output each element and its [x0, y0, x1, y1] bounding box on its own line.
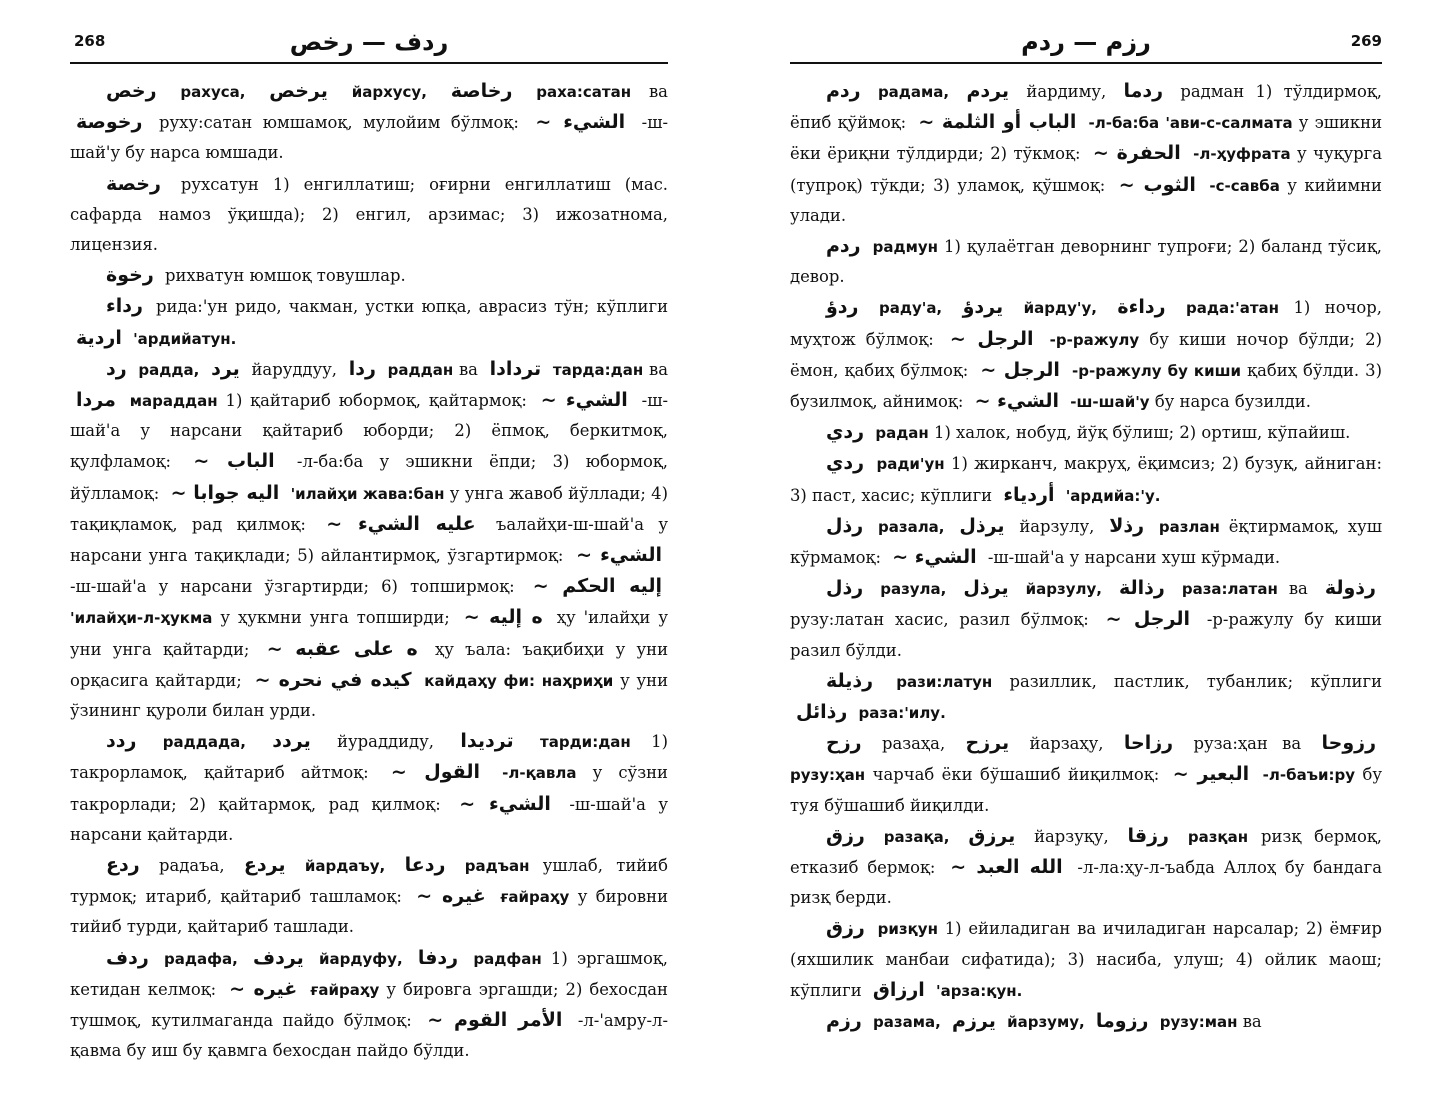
transliteration: йарзуму,: [1007, 1013, 1085, 1032]
arabic-headword: يرد: [211, 357, 240, 380]
entry-text: -ш-шай'а у нарсани қайтариб юборди; 2) ёпмоқ, беркитмоқ, қулфламоқ:: [70, 391, 668, 472]
transliteration: кайдаҳу фи: наҳриҳи: [424, 671, 614, 690]
transliteration: -л-ҳуфрата: [1193, 145, 1291, 164]
dictionary-entry: [790, 292, 1382, 417]
arabic-headword: ردفا: [417, 946, 459, 969]
entry-text: бу туя бўшашиб йиқилди.: [790, 765, 1382, 815]
right-page: [790, 0, 1382, 1114]
entry-text: 1) халок, нобуд, йўқ бўлиш; 2) ортиш, кўпайиш.: [934, 423, 1351, 443]
entry-text: разаҳа,: [881, 734, 960, 754]
entry-text: у бировни тийиб турди, қайтариб ташлади.: [70, 887, 669, 937]
arabic-headword: رداءة: [1117, 296, 1166, 319]
arabic-headword: ردي: [826, 452, 865, 475]
arabic-headword: ردد: [106, 730, 137, 753]
arabic-headword: الرجل ~: [980, 358, 1060, 381]
transliteration: радан: [875, 424, 929, 443]
entry-text: ҳу ъала: ъақибиҳи у уни орқасига қайтарди;: [70, 639, 668, 690]
arabic-headword: ردم: [826, 80, 861, 102]
transliteration: 'илайҳи-л-ҳукма: [70, 609, 213, 628]
transliteration: разама,: [873, 1013, 941, 1032]
arabic-headword: غيره ~: [416, 885, 486, 908]
arabic-headword: القول ~: [390, 761, 481, 784]
entry-text: қабиҳ бўлди. 3) бузилмоқ, айнимоқ:: [790, 360, 1382, 412]
entry-text: у кийимни улади.: [790, 175, 1382, 225]
arabic-headword: الشيء ~: [576, 544, 662, 567]
dictionary-entry: [790, 76, 1382, 231]
arabic-headword: إليه الحكم ~: [532, 575, 662, 598]
arabic-headword: يردد: [272, 730, 311, 753]
dictionary-entry: [790, 448, 1382, 510]
entry-text: -ш-шай'а у нарсани қайтарди.: [70, 794, 669, 844]
arabic-headword: رداء: [106, 295, 143, 318]
arabic-headword: رخص: [106, 80, 157, 102]
entry-text: у уни ўзининг қуроли билан урди.: [70, 670, 668, 721]
arabic-headword: رزق: [826, 917, 865, 940]
transliteration: -р-ражулу бу киши: [1072, 361, 1242, 380]
dictionary-entry: [70, 169, 668, 261]
entry-text: 1) жирканч, макруҳ, ёқимсиз; 2) бузуқ, айниган: 3) паст, хасис; кўплиги: [790, 454, 1382, 505]
arabic-headword: الباب ~: [193, 450, 275, 473]
arabic-headword: غيره ~: [229, 977, 298, 1000]
dictionary-entry: [790, 913, 1382, 1006]
transliteration: йархусу,: [351, 83, 427, 101]
entry-text: 1) такрорламоқ, қайтариб айтмоқ:: [70, 732, 668, 783]
arabic-headword: رذالة: [1118, 577, 1165, 600]
entry-text: 1) қулаётган деворнинг тупроғи; 2) баланд тўсиқ, девор.: [790, 237, 1382, 287]
dictionary-entry: [70, 76, 668, 169]
transliteration: 'илайҳи жава:бан: [290, 484, 445, 503]
arabic-headword: رزوما: [1095, 1010, 1149, 1033]
arabic-headword: الشيء ~: [540, 389, 628, 412]
transliteration: 'ардийа:'у.: [1065, 486, 1161, 505]
header-rule-right: [790, 62, 1382, 64]
transliteration: радмун: [872, 238, 939, 257]
arabic-headword: الشيء ~: [535, 111, 626, 134]
arabic-headword: رزم: [826, 1010, 862, 1033]
arabic-headword: رذولة: [1324, 577, 1376, 600]
entry-text: руза:ҳан ва: [1193, 734, 1316, 754]
entry-text: рухсатун 1) енгиллатиш; оғирни енгиллатиш (мас. сафарда намоз ўқишда); 2) енгил, арзимас; 3) ижозатнома, лицензия.: [70, 174, 668, 255]
transliteration: радъан: [464, 857, 530, 876]
transliteration: разала,: [878, 517, 945, 536]
dictionary-entry: [790, 231, 1382, 292]
entry-text: 1) ночор, муҳтож бўлмоқ:: [790, 298, 1382, 349]
dictionary-entry: [70, 943, 668, 1067]
entry-text: йураддиду,: [337, 732, 455, 752]
transliteration: разақа,: [883, 827, 950, 846]
dictionary-entry: [790, 417, 1382, 448]
dictionary-entry: [70, 354, 668, 726]
arabic-headword: البعير ~: [1172, 763, 1250, 786]
entry-text: ризқ бермоқ, етказиб бермоқ:: [790, 826, 1382, 878]
entry-text: у чуқурга (тупроқ) тўкди; 3) уламоқ, қўшмоқ:: [790, 144, 1383, 195]
arabic-headword: الشيء ~: [974, 390, 1060, 413]
entry-text: ва: [1242, 1012, 1262, 1032]
entry-text: ъалайҳи-ш-шай'а у нарсани унга тақиқлади; 5) айлантирмоқ, ўзгартирмоқ:: [70, 514, 668, 566]
dictionary-entry: [70, 291, 668, 353]
arabic-headword: يردع: [243, 854, 286, 877]
arabic-headword: رزق: [826, 824, 865, 847]
transliteration: -л-ба:ба 'ави-с-салмата: [1088, 114, 1293, 133]
arabic-headword: رذائل: [796, 701, 848, 724]
transliteration: раза:'илу.: [858, 704, 946, 723]
transliteration: йарзулу,: [1025, 580, 1102, 599]
dictionary-entry: [790, 728, 1382, 821]
transliteration: -ш-шай'у: [1070, 393, 1150, 412]
transliteration: -л-қавла: [502, 764, 577, 783]
arabic-headword: الأمر القوم ~: [427, 1009, 563, 1032]
transliteration: разула,: [880, 580, 947, 599]
arabic-headword: ردا: [348, 357, 376, 380]
transliteration: раза:латан: [1181, 580, 1278, 599]
transliteration: 'ардийатун.: [133, 329, 237, 348]
transliteration: раха:сатан: [536, 83, 632, 101]
transliteration: -р-ражулу: [1049, 330, 1140, 349]
arabic-headword: رزوحا: [1321, 732, 1377, 755]
header-rule-left: [70, 62, 668, 64]
page-number-left: 268: [74, 32, 106, 50]
arabic-headword: الرجل ~: [1105, 608, 1190, 631]
arabic-headword: الرجل ~: [949, 327, 1034, 350]
arabic-headword: ه على عقبه ~: [266, 637, 418, 660]
entry-text: -л-ба:ба у эшикни ёпди; 3) юбормоқ, йўлламоқ:: [70, 452, 668, 503]
arabic-headword: رذلا: [1109, 514, 1145, 537]
entry-text: у сўзни такрорлади; 2) қайтармоқ, рад қилмоқ:: [70, 763, 668, 814]
entry-text: радман 1) тўлдирмоқ, ёпиб қўймоқ:: [790, 82, 1383, 133]
running-head-left: ردف — رخص: [289, 28, 449, 56]
arabic-headword: رذل: [826, 577, 864, 600]
arabic-headword: الثوب ~: [1118, 173, 1196, 196]
transliteration: раддада,: [162, 733, 246, 752]
entry-text: рида:'ун ридо, чакман, устки юпқа, аврасиз тўн; кўплиги: [156, 297, 668, 317]
arabic-headword: رخوصة: [76, 111, 143, 134]
arabic-headword: ردي: [826, 421, 865, 444]
arabic-headword: ردما: [1123, 80, 1164, 102]
arabic-headword: أردياء: [1003, 483, 1055, 506]
transliteration: разқан: [1187, 827, 1249, 846]
arabic-headword: الحفرة ~: [1092, 142, 1181, 165]
entry-text: ва: [648, 82, 668, 101]
arabic-headword: الباب أو الثلمة ~: [918, 111, 1077, 134]
dictionary-entry: [790, 511, 1382, 573]
entry-text: ушлаб, тийиб турмоқ; итариб, қайтариб ташламоқ:: [70, 856, 668, 907]
arabic-headword: رزاحا: [1123, 732, 1174, 755]
arabic-headword: ترديدا: [460, 730, 514, 753]
arabic-headword: مردا: [76, 389, 116, 412]
entry-text: радаъа,: [159, 856, 238, 876]
entry-text: рузу:латан хасис, разил бўлмоқ:: [790, 610, 1100, 630]
dictionary-entries-left: [70, 76, 668, 1067]
transliteration: раду'а,: [878, 299, 943, 318]
entry-text: у унга жавоб йўллади; 4) тақиқламоқ, рад қилмоқ:: [70, 483, 668, 534]
entry-text: ёқтирмамоқ, хуш кўрмамоқ:: [790, 516, 1383, 568]
arabic-headword: رخوة: [106, 264, 154, 287]
transliteration: ғайраҳу: [310, 980, 380, 999]
arabic-headword: رذل: [826, 514, 864, 537]
arabic-headword: اردية: [76, 326, 122, 349]
transliteration: радама,: [877, 83, 950, 101]
transliteration: йардаъу,: [304, 857, 386, 876]
dictionary-entry: [790, 666, 1382, 728]
arabic-headword: يرزح: [965, 732, 1010, 755]
arabic-headword: رزقا: [1127, 824, 1169, 847]
arabic-headword: يرزق: [968, 824, 1016, 847]
arabic-headword: تردادا: [489, 357, 542, 380]
transliteration: 'арза:қун.: [935, 981, 1023, 1000]
transliteration: йардуфу,: [319, 949, 403, 968]
transliteration: тарди:дан: [540, 733, 631, 752]
arabic-headword: الله العبد ~: [950, 856, 1063, 879]
transliteration: мараддан: [129, 392, 218, 411]
arabic-headword: ردف: [106, 946, 149, 969]
transliteration: радфан: [473, 949, 542, 968]
entry-text: йардиму,: [1026, 82, 1118, 101]
entry-text: бу нарса бузилди.: [1154, 392, 1311, 412]
transliteration: ғайраҳу: [500, 888, 570, 907]
dictionary-entry: [70, 850, 668, 943]
entry-text: у ҳукмни унга топширди;: [220, 608, 458, 628]
arabic-headword: رزح: [826, 732, 862, 755]
entry-text: разиллик, пастлик, тубанлик; кўплиги: [1009, 671, 1382, 691]
entry-text: -ш-шай'у бу нарса юмшади.: [70, 113, 668, 163]
arabic-headword: اليه جوابا ~: [170, 481, 280, 504]
transliteration: ризқун: [877, 920, 938, 939]
arabic-headword: ردع: [106, 854, 140, 877]
arabic-headword: يردؤ: [962, 296, 1004, 319]
entry-text: у бировга эргашди; 2) бехосдан тушмоқ, кутилмаганда пайдо бўлмоқ:: [70, 979, 668, 1031]
entry-text: чарчаб ёки бўшашиб йиқилмоқ:: [872, 765, 1167, 785]
arabic-headword: ردؤ: [826, 296, 859, 319]
entry-text: ва: [458, 359, 484, 379]
transliteration: рахуса,: [180, 83, 246, 101]
entry-text: 1) эргашмоқ, кетидан келмоқ:: [70, 948, 668, 999]
arabic-headword: يرزم: [952, 1010, 996, 1033]
transliteration: йарду'у,: [1023, 299, 1097, 318]
dictionary-entry: [790, 821, 1382, 914]
arabic-headword: ردم: [826, 235, 861, 258]
entry-text: йаруддуу,: [251, 359, 343, 379]
transliteration: тарда:дан: [552, 360, 644, 379]
entry-text: руху:сатан юмшамоқ, мулойим бўлмоқ:: [158, 113, 530, 133]
transliteration: радафа,: [163, 949, 238, 968]
entry-text: ҳу 'илайҳи у уни унга қайтарди;: [70, 608, 668, 659]
entry-text: 1) ейиладиган ва ичиладиган нарсалар; 2) ёмғир (яхшилик манбаи сифатида); 3) насиба, улуш; 4) ойлик маош; кўплиги: [790, 919, 1382, 1000]
entry-text: -л-'амру-л-қавма бу иш бу қавмга бехосдан пайдо бўлди.: [70, 1011, 668, 1061]
arabic-headword: يردم: [966, 80, 1010, 102]
running-head-right: رزم — ردم: [1021, 28, 1151, 56]
entry-text: -р-ражулу бу киши разил бўлди.: [790, 610, 1383, 660]
arabic-headword: الشيء ~: [892, 546, 977, 569]
dictionary-entries-right: [790, 76, 1382, 1037]
arabic-headword: كيده في نحره ~: [254, 668, 412, 691]
arabic-headword: يرذل: [959, 514, 1005, 537]
transliteration: раддан: [387, 360, 454, 379]
dictionary-entry: [790, 1006, 1382, 1037]
transliteration: ради'ун: [876, 455, 945, 474]
transliteration: -л-баъи:ру: [1262, 766, 1355, 785]
entry-text: йарзулу,: [1019, 516, 1104, 536]
arabic-headword: ارزاق: [872, 978, 925, 1001]
arabic-headword: يرخص: [269, 80, 328, 102]
transliteration: рузу:ман: [1159, 1013, 1238, 1032]
dictionary-entry: [790, 573, 1382, 666]
arabic-headword: ردعا: [404, 854, 446, 877]
entry-text: -ш-шай'а у нарсани хуш кўрмади.: [987, 548, 1281, 568]
arabic-headword: رذيلة: [826, 669, 874, 692]
dictionary-entry: [70, 260, 668, 291]
entry-text: рихватун юмшоқ товушлар.: [164, 266, 406, 286]
entry-text: ва: [1288, 579, 1319, 599]
arabic-headword: رخصة: [106, 172, 161, 195]
entry-text: йарзуқу,: [1034, 826, 1122, 846]
transliteration: рада:'атан: [1186, 299, 1280, 318]
entry-text: ва: [648, 359, 668, 379]
entry-text: 1) қайтариб юбормоқ, қайтармоқ:: [225, 391, 535, 411]
page-number-right: 269: [1350, 32, 1382, 50]
entry-text: -ш-шай'а у нарсани ўзгартирди; 6) топширмоқ:: [70, 577, 527, 597]
arabic-headword: رد: [106, 357, 127, 380]
left-page: [70, 0, 668, 1114]
entry-text: бу киши ночор бўлди; 2) ёмон, қабиҳ бўлмоқ:: [790, 329, 1382, 380]
transliteration: разлан: [1158, 517, 1220, 536]
entry-text: -л-ла:ҳу-л-ъабда Аллоҳ бу бандага ризқ берди.: [790, 858, 1382, 908]
transliteration: радда,: [138, 360, 200, 379]
transliteration: рузу:ҳан: [790, 766, 866, 785]
arabic-headword: ه إليه ~: [463, 606, 543, 629]
arabic-headword: يرذل: [963, 577, 1009, 600]
arabic-headword: يردف: [253, 946, 304, 969]
arabic-headword: الشيء ~: [459, 792, 551, 815]
entry-text: у эшикни ёки ёриқни тўлдирди; 2) тўкмоқ:: [790, 113, 1383, 164]
arabic-headword: عليه الشيء ~: [326, 512, 476, 535]
transliteration: рази:латун: [896, 672, 993, 691]
dictionary-entry: [70, 726, 668, 850]
entry-text: йарзаҳу,: [1029, 734, 1118, 754]
arabic-headword: رخاصة: [450, 80, 513, 102]
transliteration: -с-савба: [1209, 176, 1280, 195]
